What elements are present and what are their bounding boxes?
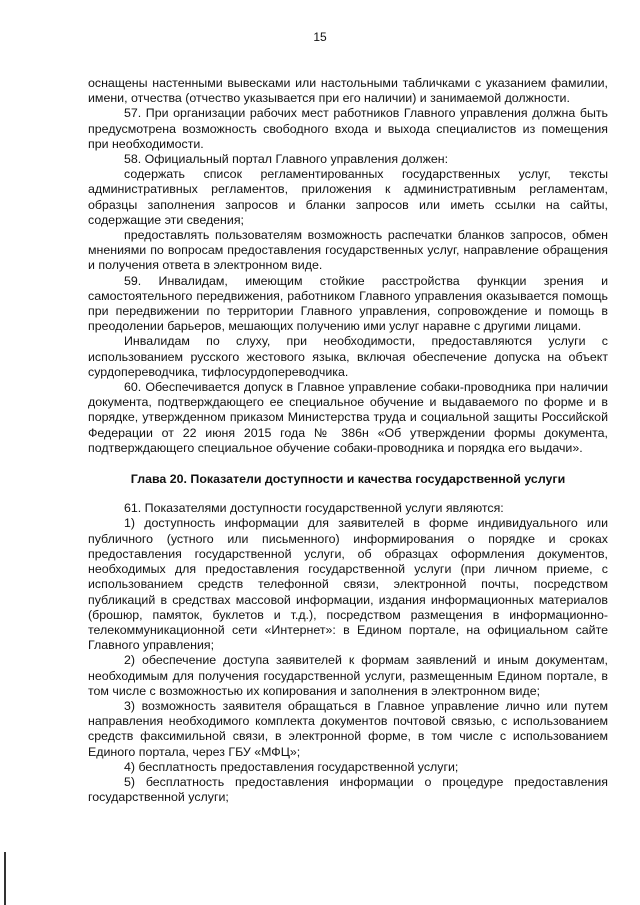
chapter-heading: Глава 20. Показатели доступности и качества государственной услуги	[130, 472, 566, 487]
section-before-chapter	[88, 76, 608, 456]
paragraph: 3) возможность заявителя обращаться в Главное управление лично или путем направления необходимого комплекта документов почтовой связью, с использованием средств факсимильной связи, в электронной форме, в том числе с использованием Единого портала, через ГБУ «МФЦ»;	[88, 698, 608, 759]
document-body	[88, 76, 608, 805]
paragraph: 58. Официальный портал Главного управления должен:	[124, 152, 449, 167]
paragraph: 4) бесплатность предоставления государственной услуги;	[124, 759, 459, 774]
paragraph: оснащены настенными вывесками или настольными табличками с указанием фамилии, имени, отчества (отчество указывается при его наличии) и занимаемой должности.	[88, 76, 608, 106]
paragraph: предоставлять пользователям возможность распечатки бланков запросов, обмен мнениями по вопросам предоставления государственных услуг, направление обращения и получения ответа в электронном виде.	[88, 228, 608, 273]
paragraph: 2) обеспечение доступа заявителей к формам заявлений и иным документам, необходимым для получения государственной услуги, размещенным Едином портале, в том числе с возможностью их копирования и заполнения в электронном виде;	[88, 653, 608, 698]
paragraph: 57. При организации рабочих мест работников Главного управления должна быть предусмотрена возможность свободного входа и выхода специалистов из помещения при необходимости.	[88, 106, 608, 151]
paragraph: 61. Показателями доступности государственной услуги являются:	[124, 501, 504, 516]
section-after-chapter	[88, 501, 608, 805]
paragraph: содержать список регламентированных государственных услуг, тексты административных регламентов, приложения к административным регламентам, образцы заполнения запросов и бланки запросов или иметь ссылки на сайты, содержащие эти сведения;	[88, 167, 608, 227]
paragraph: 5) бесплатность предоставления информации о процедуре предоставления государственной услуги;	[88, 774, 608, 805]
paragraph: 60. Обеспечивается допуск в Главное управление собаки-проводника при наличии документа, подтверждающего ее специальное обучение и выдаваемого по форме и в порядке, утвержденном приказом Министерства труда и социальной защиты Российской Федерации от 22 июня 2015 года № 386н «Об утверждении формы документа, подтверждающего специальное обучение собаки-проводника и порядка его выдачи».	[88, 380, 608, 455]
page-number: 15	[313, 30, 327, 44]
paragraph: Инвалидам по слуху, при необходимости, предоставляются услуги с использованием русского жестового языка, включая обеспечение допуска на объект сурдопереводчика, тифлосурдопереводчика.	[88, 334, 608, 379]
paragraph: 59. Инвалидам, имеющим стойкие расстройства функции зрения и самостоятельного передвижения, работником Главного управления оказывается помощь при передвижении по территории Главного управления, сопровождение и помощь в преодолении барьеров, мешающих получению ими услуг наравне с другими лицами.	[88, 273, 608, 334]
paragraph: 1) доступность информации для заявителей в форме индивидуального или публичного (устного или письменного) информирования о порядке и сроках предоставления государственной услуги, об образцах оформления документов, необходимых для предоставления государственной услуги (при личном приеме, с использованием средств телефонной связи, электронной почты, посредством публикаций в средствах массовой информации, издания информационных материалов (брошюр, памяток, буклетов и т.д.), посредством размещения в информационно-телекоммуникационной сети «Интернет»: в Едином портале, на официальном сайте Главного управления;	[88, 516, 608, 653]
scan-edge-line	[4, 852, 6, 905]
